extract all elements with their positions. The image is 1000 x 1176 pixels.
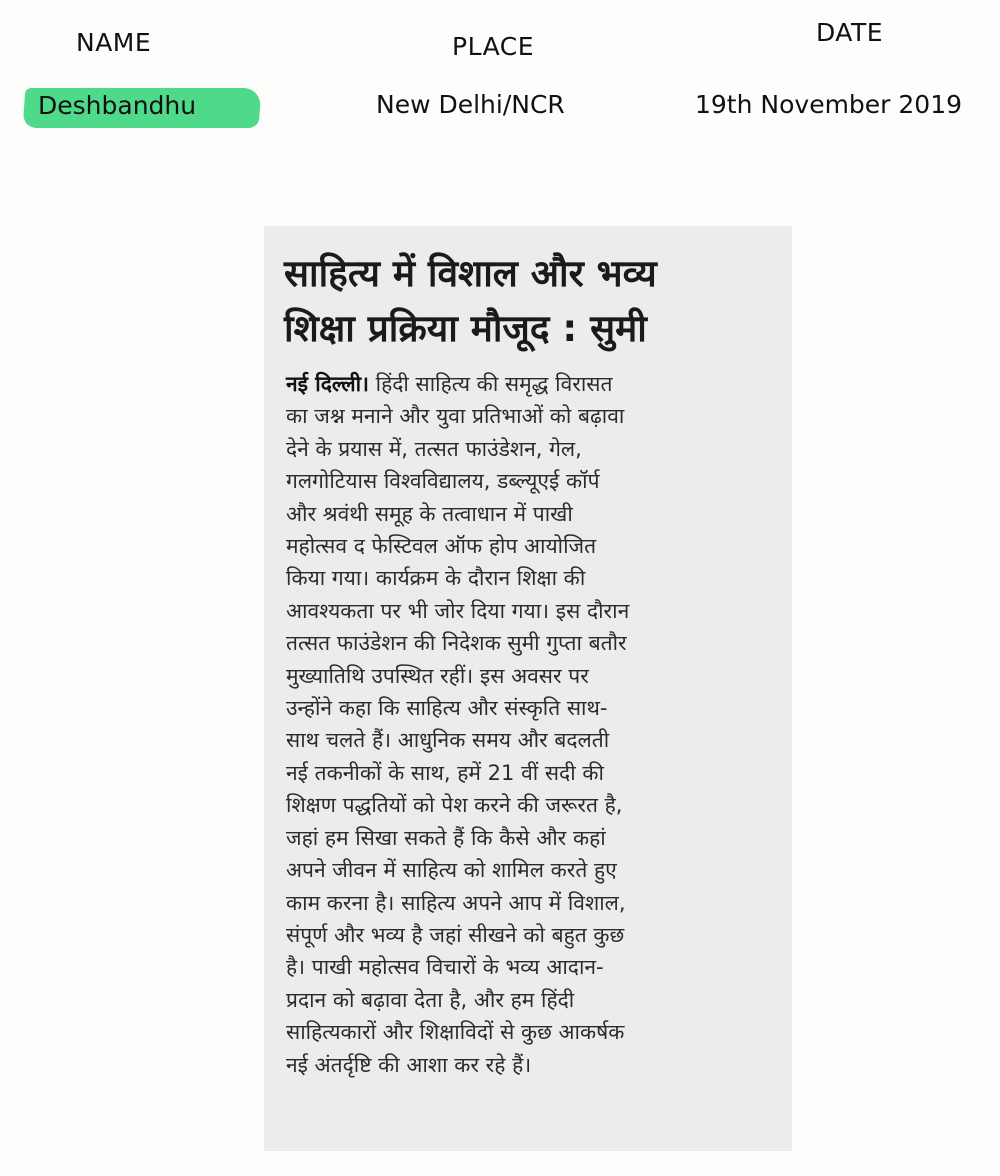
article-line: गलगोटियास विश्वविद्यालय, डब्ल्यूएई कॉर्प [286,469,600,494]
article-headline [284,246,784,356]
publication-name-text: Deshbandhu [38,91,197,120]
article-line: अपने जीवन में साहित्य को शामिल करते हुए [286,858,617,883]
place-value: New Delhi/NCR [376,90,565,119]
name-label: NAME [76,28,152,57]
article-line: साहित्यकारों और शिक्षाविदों से कुछ आकर्षक [286,1020,625,1045]
article-line: का जश्न मनाने और युवा प्रतिभाओं को बढ़ावा [286,404,625,429]
date-value: 19th November 2019 [695,90,963,119]
article-line: नई तकनीकों के साथ, हमें 21 वीं सदी की [286,760,604,785]
article-line: आवश्यकता पर भी जोर दिया गया। इस दौरान [286,598,630,623]
article-line: और श्रवंथी समूह के तत्वाधान में पाखी [286,501,573,526]
article-line: साथ चलते हैं। आधुनिक समय और बदलती [286,728,610,753]
article-line: प्रदान को बढ़ावा देता है, और हम हिंदी [286,987,575,1012]
article-dateline: नई दिल्ली। [286,372,369,396]
article-line: शिक्षण पद्धतियों को पेश करने की जरूरत है, [286,793,623,818]
headline-line: साहित्य में विशाल और भव्य [284,252,657,295]
article-line: किया गया। कार्यक्रम के दौरान शिक्षा की [286,566,586,591]
article-line: नई अंतर्दृष्टि की आशा कर रहे हैं। [286,1052,532,1077]
article-line: महोत्सव द फेस्टिवल ऑफ होप आयोजित [286,534,597,559]
article-line-text: हिंदी साहित्य की समृद्ध विरासत [368,372,613,396]
place-label: PLACE [452,32,534,61]
article-line [286,368,786,400]
date-label: DATE [816,18,884,47]
article-line: संपूर्ण और भव्य है जहां सीखने को बहुत कुछ [286,922,625,947]
publication-name [24,86,260,128]
article-body [286,368,786,1081]
article-line: तत्सत फाउंडेशन की निदेशक सुमी गुप्ता बतौर [286,631,627,656]
article-line: देने के प्रयास में, तत्सत फाउंडेशन, गेल, [286,436,582,461]
article-line: मुख्यातिथि उपस्थित रहीं। इस अवसर पर [286,663,589,688]
article-line: काम करना है। साहित्य अपने आप में विशाल, [286,890,626,915]
newspaper-clipping [264,226,792,1151]
headline-line: शिक्षा प्रक्रिया मौजूद : सुमी [284,307,647,350]
article-line: जहां हम सिखा सकते हैं कि कैसे और कहां [286,825,606,850]
article-line: उन्होंने कहा कि साहित्य और संस्कृति साथ- [286,696,608,721]
article-lines [286,400,786,1081]
article-line: है। पाखी महोत्सव विचारों के भव्य आदान- [286,955,604,980]
